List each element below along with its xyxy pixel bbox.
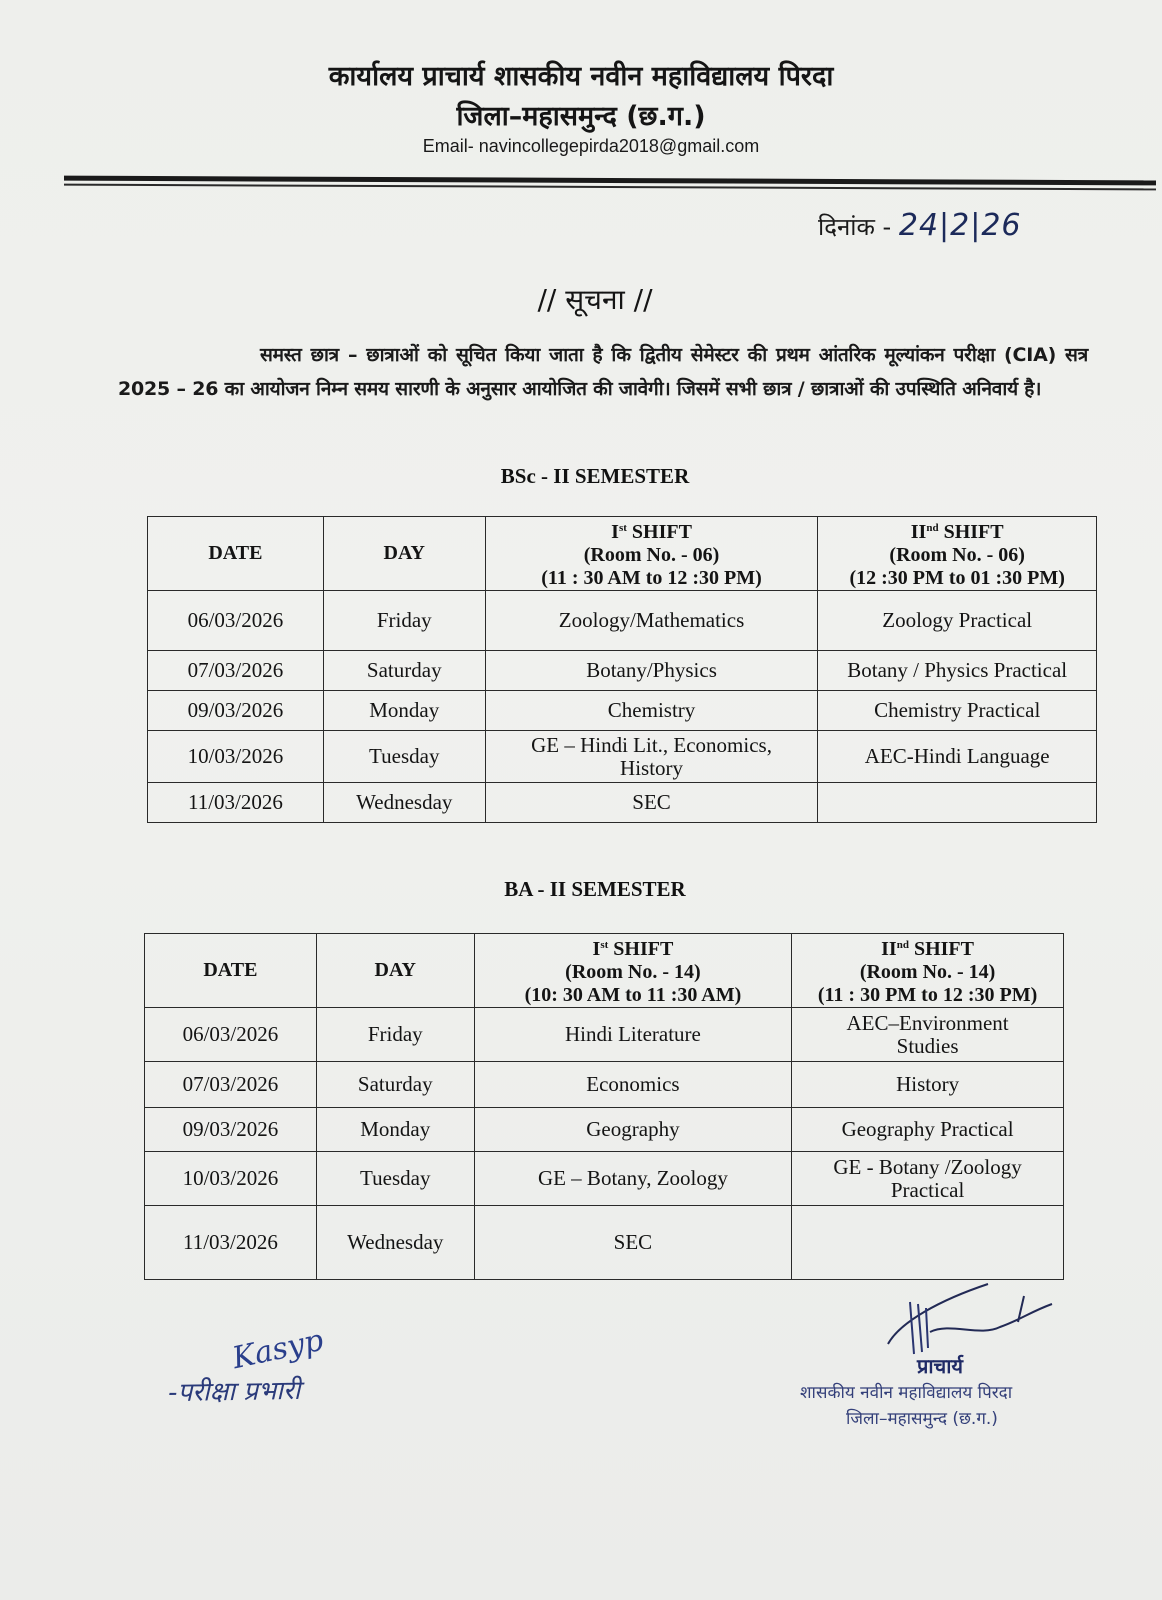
ba-header-row [145,934,1064,1008]
bsc-shift2-time: (12 :30 PM to 01 :30 PM) [849,567,1065,589]
bsc-shift1-word: SHIFT [631,521,692,543]
ba-shift2-ordinal: II [881,938,897,960]
bsc-header-shift1 [485,517,818,591]
cell-day: Monday [316,1108,474,1152]
cell-day: Tuesday [316,1152,474,1206]
ba-shift1-time: (10: 30 AM to 11 :30 AM) [524,984,742,1006]
table-row [148,651,1097,691]
cell-shift2: GE - Botany /Zoology Practical [792,1152,1064,1206]
date-label: दिनांक - [818,213,892,241]
cell-shift1: Botany/Physics [485,651,818,691]
cell-shift1: Geography [474,1108,791,1152]
bsc-timetable [147,516,1097,823]
ba-section-title: BA - II SEMESTER [504,877,686,901]
table-row [148,731,1097,783]
ba-shift2-time: (11 : 30 PM to 12 :30 PM) [817,984,1038,1006]
ba-timetable [144,933,1064,1280]
ba-header-date: DATE [145,934,317,1008]
bsc-shift2-sup: nd [926,522,939,534]
cell-day: Friday [316,1008,474,1062]
cell-day: Saturday [323,651,485,691]
ba-shift1-room: (Room No. - 14) [565,961,701,983]
office-heading: कार्यालय प्राचार्य शासकीय नवीन महाविद्यालय पिरदा [328,61,834,92]
principal-title: प्राचार्य [916,1354,964,1378]
bsc-shift2-room: (Room No. - 06) [889,544,1025,566]
cell-shift1: GE – Botany, Zoology [474,1152,791,1206]
table-row [148,691,1097,731]
table-row [145,1152,1064,1206]
cell-shift1: SEC [485,783,818,823]
cell-shift2: AEC-Hindi Language [818,731,1097,783]
cell-shift1: GE – Hindi Lit., Economics, History [485,731,818,783]
cell-shift2: Chemistry Practical [818,691,1097,731]
cell-date: 11/03/2026 [148,783,324,823]
exam-incharge-signature: Kasyp [229,1322,327,1377]
cell-date: 09/03/2026 [148,691,324,731]
table-row [145,1108,1064,1152]
bsc-shift2-word: SHIFT [943,521,1004,543]
cell-date: 06/03/2026 [145,1008,317,1062]
bsc-header-date: DATE [148,517,324,591]
cell-shift1: SEC [474,1206,791,1280]
ba-header-day: DAY [316,934,474,1008]
cell-date: 07/03/2026 [148,651,324,691]
cell-date: 07/03/2026 [145,1062,317,1108]
ba-shift2-word: SHIFT [913,938,974,960]
cell-shift2: Zoology Practical [818,591,1097,651]
cell-date: 11/03/2026 [145,1206,317,1280]
bsc-header-row [148,517,1097,591]
principal-signature [880,1282,1060,1362]
table-row [145,1062,1064,1108]
bsc-header-shift2 [818,517,1097,591]
ba-header-shift2 [792,934,1064,1008]
college-stamp-line2: जिला–महासमुन्द (छ.ग.) [846,1409,998,1429]
cell-shift2: Geography Practical [792,1108,1064,1152]
cell-day: Tuesday [323,731,485,783]
bsc-shift1-ordinal: I [611,521,619,543]
bsc-shift2-ordinal: II [910,521,927,543]
bsc-shift1-room: (Room No. - 06) [583,544,720,566]
email-line: Email- navincollegepirda2018@gmail.com [422,136,760,156]
date-value-handwritten: 24|2|26 [898,208,1022,243]
cell-shift1: Chemistry [485,691,818,731]
cell-shift1: Economics [474,1062,791,1108]
table-row [145,1008,1064,1062]
cell-date: 09/03/2026 [145,1108,317,1152]
table-row [148,591,1097,651]
cell-date: 10/03/2026 [145,1152,317,1206]
ba-shift2-sup: nd [896,939,909,951]
notice-title: // सूचना // [537,283,653,316]
ba-shift1-sup: st [600,939,609,951]
cell-day: Monday [323,691,485,731]
cell-shift2: Botany / Physics Practical [818,651,1097,691]
cell-day: Wednesday [316,1206,474,1280]
ba-header-shift1 [474,934,791,1008]
table-row [148,783,1097,823]
cell-day: Wednesday [323,783,485,823]
college-stamp-line1: शासकीय नवीन महाविद्यालय पिरदा [800,1383,1013,1403]
bsc-shift1-time: (11 : 30 AM to 12 :30 PM) [541,567,762,589]
ba-shift1-ordinal: I [592,938,601,960]
bsc-section-title: BSc - II SEMESTER [500,464,690,488]
table-row [145,1206,1064,1280]
cell-day: Saturday [316,1062,474,1108]
exam-incharge-title: -परीक्षा प्रभारी [167,1375,301,1409]
bsc-header-day: DAY [323,517,485,591]
cell-date: 06/03/2026 [148,591,324,651]
district-heading: जिला–महासमुन्द (छ.ग.) [456,101,706,132]
ba-shift2-room: (Room No. - 14) [859,961,996,983]
bsc-shift1-sup: st [618,522,627,534]
cell-date: 10/03/2026 [148,731,324,783]
cell-shift2 [818,783,1097,823]
ba-shift1-word: SHIFT [613,938,674,960]
cell-shift2: History [792,1062,1064,1108]
notice-body: समस्त छात्र – छात्राओं को सूचित किया जाता है कि द्वितीय सेमेस्टर की प्रथम आंतरिक मूल्यांकन परीक्षा (CIA) सत्र 2025 – 26 का आयोजन निम्न समय सारणी के अनुसार आयोजित की जावेगी। जिसमें सभी छात्र / छात्राओं की उपस्थिति अनिवार्य है। [118,344,1088,400]
cell-day: Friday [323,591,485,651]
cell-shift1: Hindi Literature [474,1008,791,1062]
cell-shift2 [792,1206,1064,1280]
cell-shift2: AEC–Environment Studies [792,1008,1064,1062]
cell-shift1: Zoology/Mathematics [485,591,818,651]
date-line [818,208,1022,243]
